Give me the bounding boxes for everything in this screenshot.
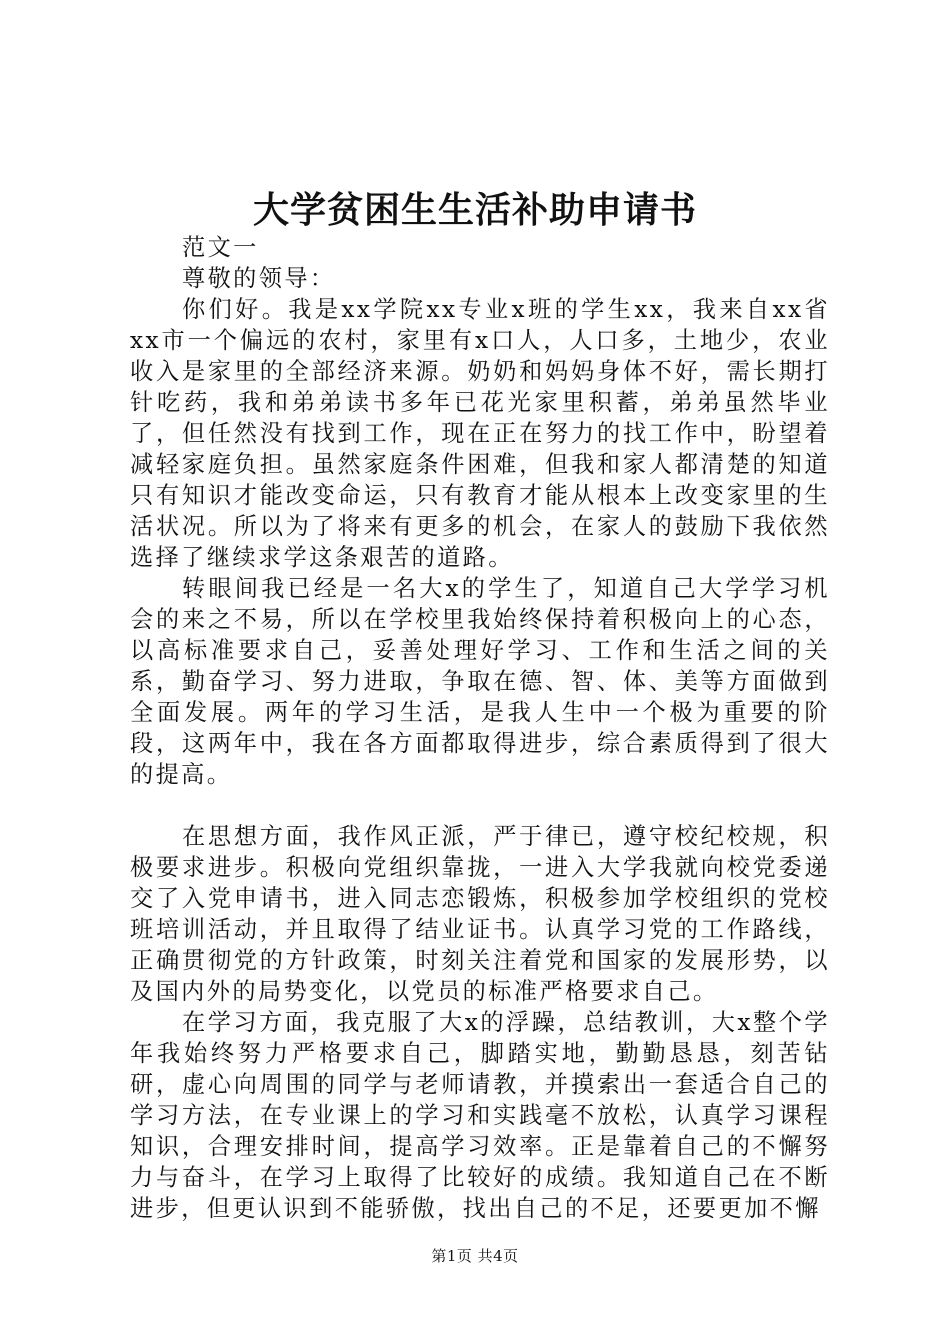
page-footer: 第1页 共4页 <box>431 1247 519 1265</box>
body-paragraph: 你们好。我是xx学院xx专业x班的学生xx，我来自xx省xx市一个偏远的农村，家里有x口人，人口多，土地少，农业收入是家里的全部经济来源。奶奶和妈妈身体不好，需长期打针吃药，我和弟弟读书多年已花光家里积蓄，弟弟虽然毕业了，但任然没有找到工作，现在正在努力的找工作中，盼望着减轻家庭负担。虽然家庭条件困难，但我和家人都清楚的知道只有知识才能改变命运，只有教育才能从根本上改变家里的生活状况。所以为了将来有更多的机会，在家人的鼓励下我依然选择了继续求学这条艰苦的道路。 <box>130 296 830 571</box>
sample-label: 范文一 <box>182 234 259 261</box>
body-paragraph: 转眼间我已经是一名大x的学生了，知道自己大学学习机会的来之不易，所以在学校里我始终保持着积极向上的心态，以高标准要求自己，妥善处理好学习、工作和生活之间的关系，勤奋学习、努力进取，争取在德、智、体、美等方面做到全面发展。两年的学习生活，是我人生中一个极为重要的阶段，这两年中，我在各方面都取得进步，综合素质得到了很大的提高。 <box>130 575 830 788</box>
salutation: 尊敬的领导： <box>182 265 336 292</box>
document-body <box>130 232 830 1224</box>
body-paragraph: 在思想方面，我作风正派，严于律已，遵守校纪校规，积极要求进步。积极向党组织靠拢，一进入大学我就向校党委递交了入党申请书，进入同志恋锻炼，积极参加学校组织的党校班培训活动，并且取得了结业证书。认真学习党的工作路线，正确贯彻党的方针政策，时刻关注着党和国家的发展形势，以及国内外的局势变化，以党员的标准严格要求自己。 <box>130 823 830 1005</box>
document-title: 大学贫困生生活补助申请书 <box>252 189 697 231</box>
body-paragraph: 在学习方面，我克服了大x的浮躁，总结教训，大x整个学年我始终努力严格要求自己，脚踏实地，勤勤恳恳，刻苦钻研，虚心向周围的同学与老师请教，并摸索出一套适合自己的学习方法，在专业课上的学习和实践毫不放松，认真学习课程知识，合理安排时间，提高学习效率。正是靠着自己的不懈努力与奋斗，在学习上取得了比较好的成绩。我知道自己在不断进步，但更认识到不能骄傲，找出自己的不足，还要更加不懈 <box>130 1009 830 1222</box>
